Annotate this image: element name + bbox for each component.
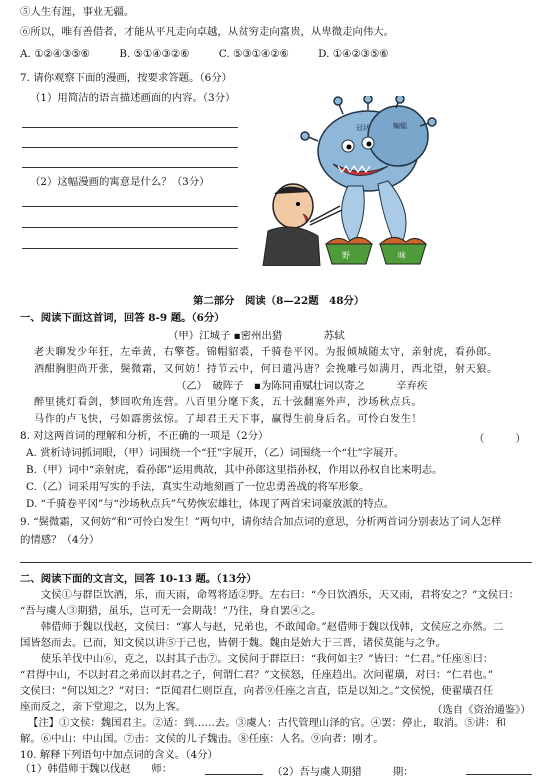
text-p8: 座而反之，亲下堂迎之，以为上客。 bbox=[20, 701, 187, 713]
chopsticks bbox=[310, 206, 340, 222]
bowls bbox=[326, 237, 426, 264]
q8-option-b[interactable]: B.（甲）词中“亲射虎，看孙郎”运用典故，其中孙郎这里指孙权，作用以孙权自比来明志。 bbox=[26, 464, 443, 476]
choice-b[interactable]: B. ⑤①④③②⑥ bbox=[119, 48, 190, 60]
footnote-2: 解。⑥中山：中山国。⑦击：文侯的儿子魏击。⑧任座：人名。⑨向者：刚才。 bbox=[20, 733, 384, 745]
q8-option-a[interactable]: A. 赏析诗词抓词眼，（甲）词围绕一个“狂”字展开，（乙）词围绕一个“壮”字展开。 bbox=[26, 447, 405, 459]
sec2-heading: 二、阅读下面的文言文，回答 10-13 题。（13分） bbox=[20, 573, 257, 585]
virus-monster bbox=[301, 96, 436, 251]
poem2-line2: 马作的卢飞快，弓如霹雳弦惊。了却君王天下事，赢得生前身后名。可怜白发生！ bbox=[34, 414, 423, 425]
text-p7: 文侯曰：“何以知之？”对曰：“臣闻君仁则臣直，向者⑨任座之言直，臣是以知之。”文侯悦，使翟璜召任 bbox=[20, 685, 494, 697]
q8-option-c[interactable]: C.（乙）词采用写实的手法，真实生动地刻画了一位忠勇善战的将军形象。 bbox=[26, 481, 370, 493]
q6-choices bbox=[20, 48, 415, 61]
q8-answer-paren[interactable]: （ ） bbox=[474, 433, 526, 445]
text-p1: 文侯①与群臣饮酒，乐，而天雨，命驾将适②野。左右曰：“今日饮酒乐，天又雨，君将安之？”文侯曰： bbox=[20, 589, 519, 601]
sec1-heading: 一、阅读下面这首词，回答 8-9 题。（6分） bbox=[20, 312, 225, 324]
text-p5: 使乐羊伐中山⑥，克之，以封其子击⑦。文侯问于群臣曰：“我何如主？”皆曰：“仁君。”任座⑧曰： bbox=[20, 653, 494, 665]
bowl-right-label: 味 bbox=[398, 251, 406, 260]
q7-stem: 7. 请你观察下面的漫画，按要求答题。（6分） bbox=[20, 72, 233, 84]
poem1-line2: 酒酣胸胆尚开张，鬓微霜，又何妨！持节云中，何日遣冯唐？会挽雕弓如满月，西北望，射天狼。 bbox=[34, 364, 498, 375]
q8-option-d[interactable]: D. “千骑卷平冈”与“沙场秋点兵”气势恢宏雄壮，体现了两首宋词豪放派的特点。 bbox=[26, 498, 395, 510]
answer-blank[interactable] bbox=[205, 774, 263, 775]
poem2-title: （乙） 破阵子 ▪为陈同甫赋壮词以寄之 辛弃疾 bbox=[176, 380, 428, 392]
poem1-title: （甲）江城子 ▪密州出猎 苏轼 bbox=[168, 330, 345, 342]
answer-line[interactable] bbox=[22, 227, 238, 228]
q7-sub1: （1）用简洁的语言描述画面的内容。（3分） bbox=[30, 92, 236, 104]
answer-line[interactable] bbox=[22, 167, 238, 168]
bat-label: 蝙蝠 bbox=[393, 122, 407, 130]
text-p2: “吾与虞人③期猎，虽乐，岂可无一会期哉！”乃往，身自罢④之。 bbox=[20, 605, 322, 617]
bowl-left-label: 野 bbox=[342, 251, 350, 260]
answer-line[interactable] bbox=[22, 147, 238, 148]
poem1-line1: 老夫聊发少年狂，左牵黄，右擎苍。锦帽貂裘，千骑卷平冈。为报倾城随太守，亲射虎，看孙郎。 bbox=[34, 347, 498, 358]
q10-item2: （2）吾与虞人期猎 期： bbox=[272, 766, 414, 778]
poem2-line1: 醉里挑灯看剑，梦回吹角连营。八百里分麾下炙，五十弦翻塞外声，沙场秋点兵。 bbox=[34, 397, 423, 408]
part2-title: 第二部分 阅读（8—22题 48分） bbox=[193, 295, 365, 307]
footnote-1: 【注】①文侯：魏国君主。②适：到……去。③虞人：古代管理山泽的官。④罢：停止，取消。⑤讲：和 bbox=[28, 717, 506, 729]
cartoon-image bbox=[248, 96, 438, 266]
source-citation: （选自《资治通鉴》） bbox=[432, 704, 531, 716]
q6-item6: ⑥所以，唯有善借者，才能从平凡走向卓越，从贫穷走向富贵，从卑微走向伟大。 bbox=[20, 26, 395, 38]
q7-sub2: （2）这幅漫画的寓意是什么？（3分） bbox=[30, 176, 210, 188]
choice-c[interactable]: C. ⑤③①④②⑥ bbox=[218, 48, 289, 60]
choice-a[interactable]: A. ①②④③⑤⑥ bbox=[20, 48, 90, 60]
answer-line[interactable] bbox=[20, 562, 532, 563]
answer-line[interactable] bbox=[22, 206, 238, 207]
text-p4: 国皆怒而去。已而，知文侯以讲⑤于己也，皆朝于魏。魏由是始大于三晋，诸侯莫能与之争。 bbox=[20, 637, 447, 649]
virus-label: 冠状 bbox=[356, 124, 370, 132]
answer-blank[interactable] bbox=[466, 774, 532, 775]
text-p6: “君得中山，不以封君之弟而以封君之子，何谓仁君？”文侯怒，任座趋出。次问翟璜，对曰：“仁君也。” bbox=[20, 669, 494, 681]
q9-line2: 的情感？（4分） bbox=[20, 534, 100, 546]
choice-d[interactable]: D. ①④②③⑤⑥ bbox=[318, 48, 389, 60]
q9-line1: 9. “鬓微霜，又何妨”和“可怜白发生！”两句中，请你结合加点词的意思，分析两首词分别表达了词人怎样 bbox=[20, 516, 502, 528]
q10-stem: 10. 解释下列语句中加点词的含义。（4分） bbox=[20, 749, 218, 761]
q8-stem: 8. 对这两首词的理解和分析，不正确的一项是（2分） bbox=[20, 430, 269, 442]
answer-line[interactable] bbox=[22, 248, 238, 249]
q6-item5: ⑤人生有涯，事业无疆。 bbox=[20, 6, 135, 18]
q10-item1: （1）韩借师于魏以伐赵 师： bbox=[20, 763, 173, 775]
text-p3: 韩借师于魏以伐赵，文侯曰：“寡人与赵，兄弟也，不敢闻命。”赵借师于魏以伐韩，文侯应之亦然。二 bbox=[20, 621, 504, 633]
answer-line[interactable] bbox=[22, 127, 238, 128]
